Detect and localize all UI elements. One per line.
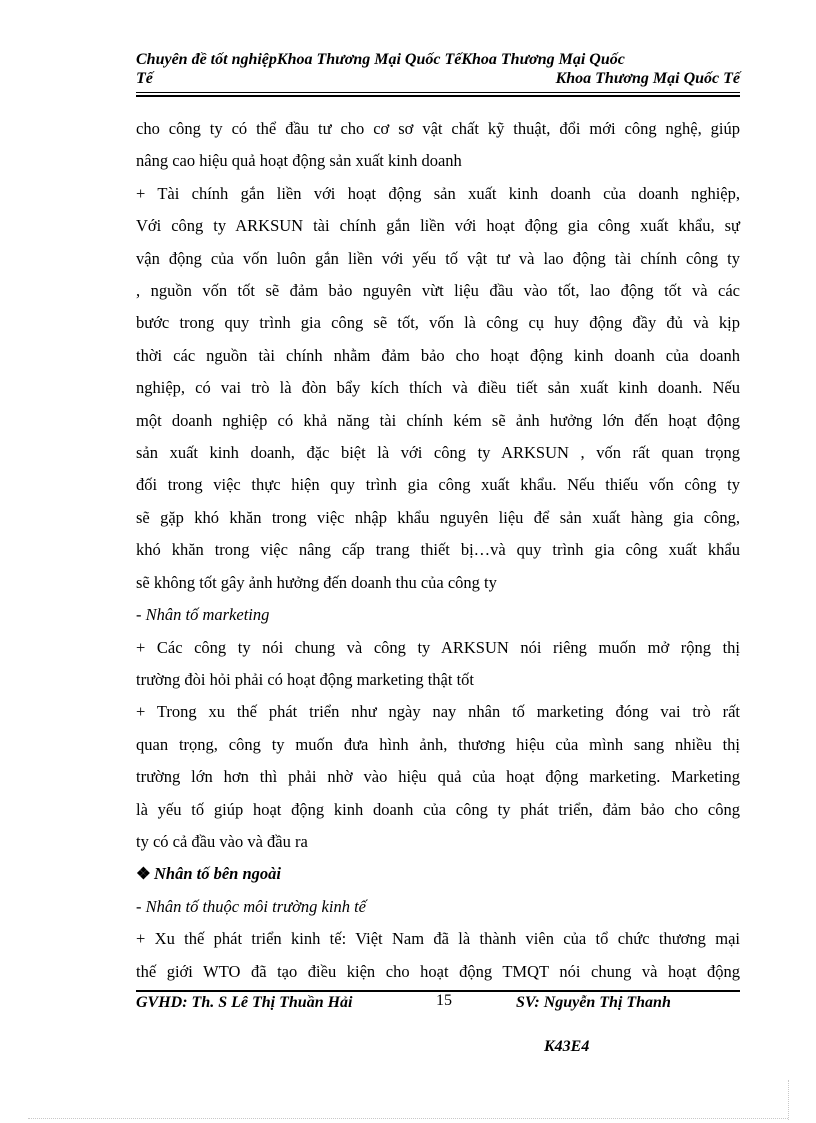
body-line: đối trong việc thực hiện quy trình gia công xuất khẩu. Nếu thiếu vốn công ty [136, 475, 740, 495]
page-border-right [788, 1080, 789, 1120]
body-line: nghiệp, có vai trò là đòn bẩy kích thích và điều tiết sản xuất kinh doanh. Nếu [136, 378, 740, 398]
body-line: + Trong xu thế phát triển như ngày nay nhân tố marketing đóng vai trò rất [136, 702, 740, 722]
body-line: bước trong quy trình gia công sẽ tốt, vốn là công cụ huy động đầy đủ và kịp [136, 313, 740, 333]
body-line: + Tài chính gắn liền với hoạt động sản xuất kinh doanh của doanh nghiệp, [136, 183, 740, 203]
section-heading-economic: - Nhân tố thuộc môi trường kinh tế [136, 896, 366, 916]
body-line: một doanh nghiệp có khả năng tài chính kém sẽ ảnh hưởng lớn đến hoạt động [136, 410, 740, 430]
header-line-1: Chuyên đề tốt nghiệpKhoa Thương Mại Quốc TếKhoa Thương Mại Quốc [136, 51, 625, 68]
body-line: nâng cao hiệu quả hoạt động sản xuất kinh doanh [136, 151, 462, 171]
header-rule-thin [136, 92, 740, 93]
body-line: Với công ty ARKSUN tài chính gắn liền với hoạt động gia công xuất khẩu, sự [136, 216, 740, 236]
header-line-2-right: Khoa Thương Mại Quốc Tế [555, 70, 740, 87]
page-header [136, 50, 740, 88]
header-line-2-left: Tế [136, 70, 153, 87]
body-line: quan trọng, công ty muốn đưa hình ảnh, thương hiệu của mình sang nhiều thị [136, 734, 740, 754]
body-line: , nguồn vốn tốt sẽ đảm bảo nguyên vừt liệu đầu vào tốt, lao động tốt và các [136, 281, 740, 301]
body-line: ty có cả đầu vào và đầu ra [136, 831, 308, 851]
body-line: trường đòi hỏi phải có hoạt động marketing thật tốt [136, 669, 474, 689]
header-line-2 [136, 69, 740, 88]
body-line: là yếu tố giúp hoạt động kinh doanh của công ty phát triển, đảm bảo cho công [136, 799, 740, 819]
section-heading-external [136, 858, 740, 890]
body-line: sản xuất kinh doanh, đặc biệt là với công ty ARKSUN , vốn rất quan trọng [136, 443, 740, 463]
page-number: 15 [436, 992, 452, 1009]
section-heading-external-text: Nhân tố bên ngoài [154, 864, 281, 884]
body-line: + Các công ty nói chung và công ty ARKSUN nói riêng muốn mở rộng thị [136, 637, 740, 657]
body-line: thời các nguồn tài chính nhằm đảm bảo cho hoạt động kinh doanh của doanh [136, 345, 740, 365]
header-rule-thick [136, 95, 740, 97]
section-heading-marketing: - Nhân tố marketing [136, 605, 270, 625]
footer-advisor: GVHD: Th. S Lê Thị Thuần Hải [136, 994, 353, 1011]
footer-class: K43E4 [544, 1038, 590, 1055]
document-body [136, 113, 740, 988]
body-line: cho công ty có thể đầu tư cho cơ sơ vật chất kỹ thuật, đổi mới công nghệ, giúp [136, 119, 740, 138]
body-line: sẽ gặp khó khăn trong việc nhập khẩu nguyên liệu để sản xuất hàng gia công, [136, 507, 740, 527]
body-line: vận động của vốn luôn gắn liền với yếu tố vật tư và lao động tài chính công ty [136, 248, 740, 268]
page-border-bottom [28, 1118, 788, 1119]
body-line: + Xu thế phát triển kinh tế: Việt Nam đã là thành viên của tổ chức thương mại [136, 929, 740, 949]
body-line: thế giới WTO đã tạo điều kiện cho hoạt động TMQT nói chung và hoạt động [136, 961, 740, 981]
body-line: trường lớn hơn thì phải nhờ vào hiệu quả của hoạt động marketing. Marketing [136, 767, 740, 787]
body-line: khó khăn trong việc nâng cấp trang thiết bị…và quy trình gia công xuất khẩu [136, 540, 740, 560]
footer-student: SV: Nguyễn Thị Thanh [516, 994, 671, 1011]
body-line: sẽ không tốt gây ảnh hưởng đến doanh thu của công ty [136, 572, 497, 592]
diamond-bullet-icon: ❖ [136, 864, 151, 884]
